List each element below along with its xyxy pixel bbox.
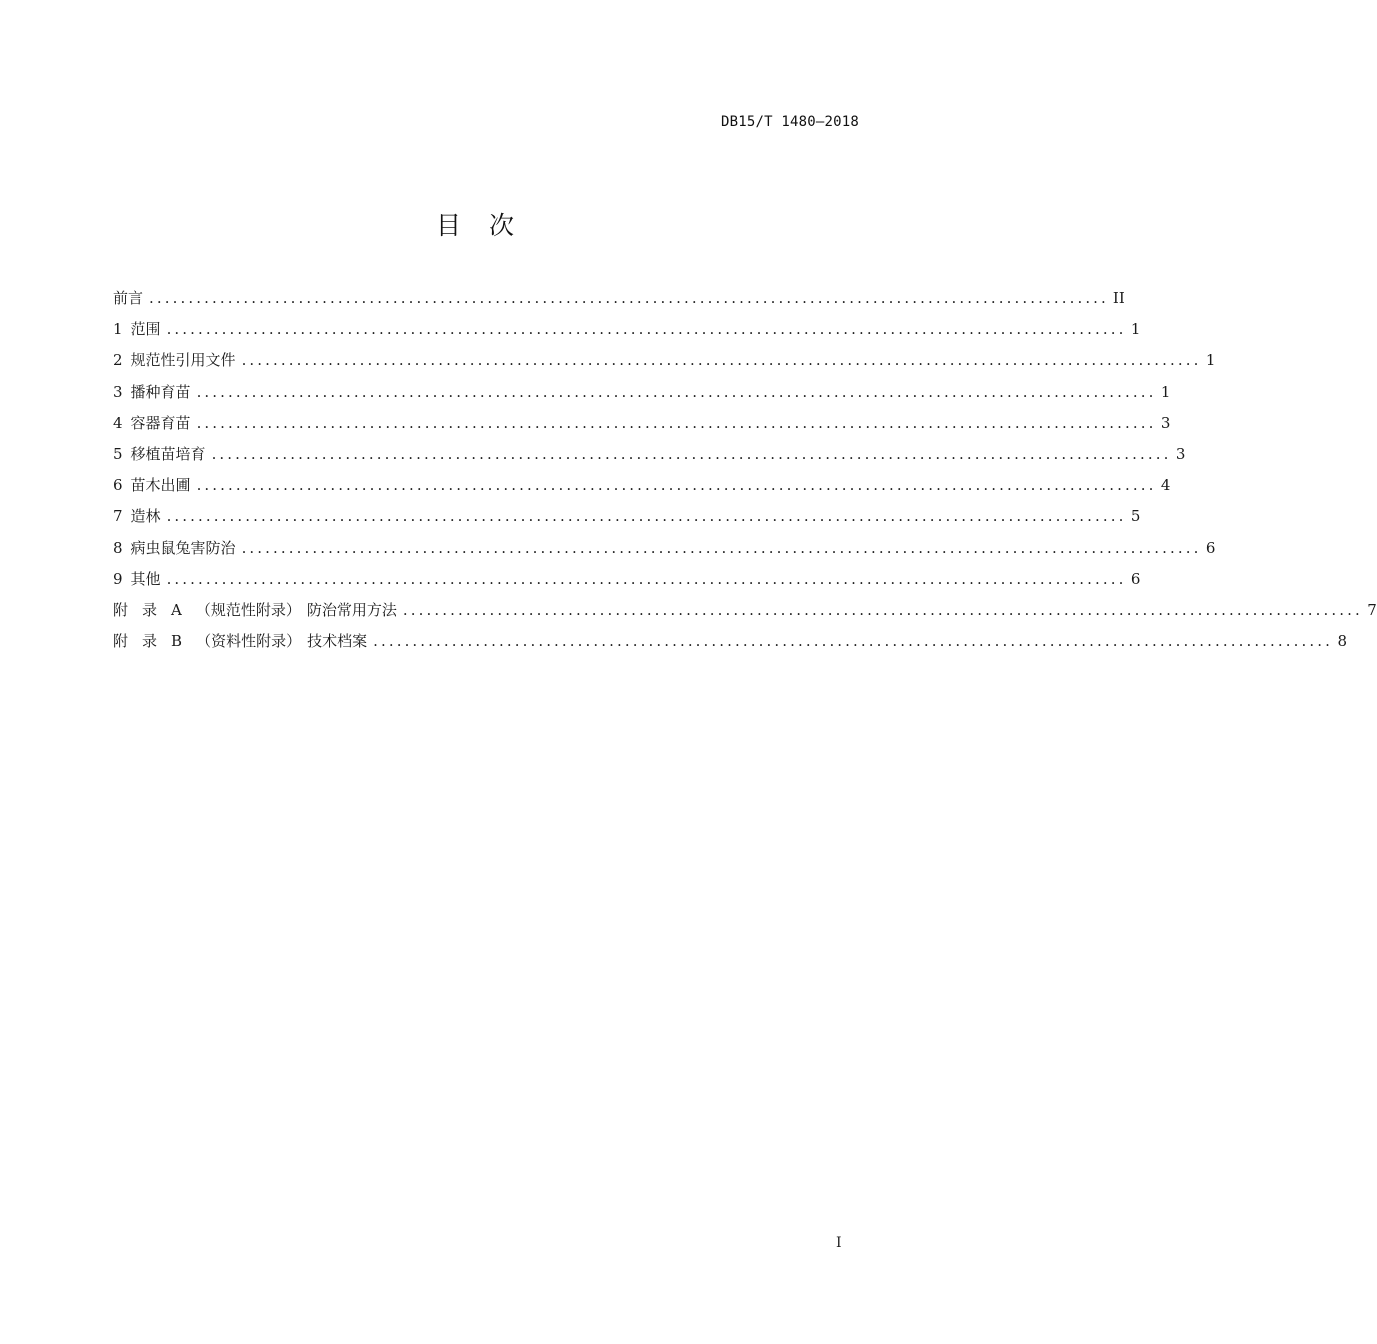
toc-entry-page: 1 <box>1130 320 1141 339</box>
toc-leader: .......................................................................................................................... <box>211 444 1172 463</box>
toc-leader: .......................................................................................................................... <box>373 632 1333 651</box>
toc-entry-5[interactable] <box>113 443 1186 474</box>
toc-entry-label: 移植苗培育 <box>130 444 206 463</box>
document-code: DB15/T 1480—2018 <box>720 114 859 130</box>
annex-kind: （资料性附录） <box>196 632 302 651</box>
toc-entry-number: 3 <box>113 382 123 401</box>
toc-entry-label: 造林 <box>130 507 161 526</box>
toc-entry-3[interactable] <box>113 381 1171 412</box>
toc-entry-number: 5 <box>113 444 123 463</box>
toc-leader: .......................................................................................................................... <box>149 289 1109 307</box>
toc-title-part1: 目 <box>435 211 461 240</box>
toc-leader: .......................................................................................................................... <box>196 413 1157 432</box>
toc-entry-page: 1 <box>1205 351 1216 370</box>
toc-entry-number: 2 <box>113 351 123 370</box>
toc-title <box>0 206 950 242</box>
toc-entry-foreword[interactable] <box>113 287 1125 318</box>
toc-entry-page: 7 <box>1367 600 1377 619</box>
toc-entry-label: 技术档案 <box>307 632 368 651</box>
toc-entry-4[interactable] <box>113 412 1171 443</box>
annex-fu: 附 <box>113 600 129 619</box>
toc-entry-number: 7 <box>113 507 123 526</box>
toc-entry-page: 1 <box>1160 382 1171 401</box>
annex-prefix <box>113 630 196 652</box>
page-number: I <box>836 1235 842 1251</box>
annex-prefix <box>113 599 196 621</box>
toc-entry-page: 8 <box>1337 632 1347 651</box>
toc-entry-label: 范围 <box>130 320 161 339</box>
toc-leader: .......................................................................................................................... <box>402 600 1363 619</box>
toc-entry-label: 播种育苗 <box>130 382 191 401</box>
toc-entry-annex-b[interactable] <box>113 630 1347 661</box>
toc-entry-number: 8 <box>113 538 123 557</box>
toc-entry-6[interactable] <box>113 474 1171 505</box>
toc-entry-page: II <box>1112 289 1125 307</box>
annex-fu: 附 <box>113 632 129 651</box>
toc-entry-annex-a[interactable] <box>113 599 1377 630</box>
annex-lu: 录 <box>142 600 158 619</box>
toc-list <box>113 287 1377 661</box>
toc-entry-number: 9 <box>113 569 123 588</box>
toc-entry-page: 5 <box>1130 507 1141 526</box>
toc-entry-1[interactable] <box>113 318 1141 349</box>
toc-entry-2[interactable] <box>113 349 1216 380</box>
toc-entry-page: 4 <box>1160 476 1171 495</box>
toc-entry-page: 6 <box>1205 538 1216 557</box>
toc-entry-9[interactable] <box>113 568 1141 599</box>
toc-entry-label: 其他 <box>130 569 161 588</box>
toc-entry-label: 防治常用方法 <box>306 600 397 619</box>
toc-leader: .......................................................................................................................... <box>166 507 1127 526</box>
annex-kind: （规范性附录） <box>195 600 301 619</box>
toc-leader: .......................................................................................................................... <box>196 382 1157 401</box>
toc-leader: .......................................................................................................................... <box>241 538 1202 557</box>
toc-entry-label: 容器育苗 <box>130 413 191 432</box>
toc-entry-page: 3 <box>1175 444 1186 463</box>
toc-leader: .......................................................................................................................... <box>241 351 1202 370</box>
toc-entry-label: 苗木出圃 <box>130 476 191 495</box>
toc-entry-label: 病虫鼠兔害防治 <box>130 538 236 557</box>
toc-entry-page: 6 <box>1130 569 1141 588</box>
annex-letter: A <box>171 600 182 619</box>
toc-entry-7[interactable] <box>113 505 1141 536</box>
toc-leader: .......................................................................................................................... <box>196 476 1157 495</box>
toc-entry-number: 6 <box>113 476 123 495</box>
toc-entry-number: 1 <box>113 320 123 339</box>
toc-title-part2: 次 <box>489 211 515 240</box>
toc-leader: .......................................................................................................................... <box>166 320 1127 339</box>
toc-entry-label: 规范性引用文件 <box>130 351 236 370</box>
annex-letter: B <box>171 632 183 651</box>
toc-entry-8[interactable] <box>113 537 1216 568</box>
toc-leader: .......................................................................................................................... <box>166 569 1127 588</box>
annex-lu: 录 <box>142 632 158 651</box>
toc-entry-number: 4 <box>113 413 123 432</box>
toc-entry-label: 前言 <box>113 289 144 307</box>
toc-entry-page: 3 <box>1160 413 1171 432</box>
